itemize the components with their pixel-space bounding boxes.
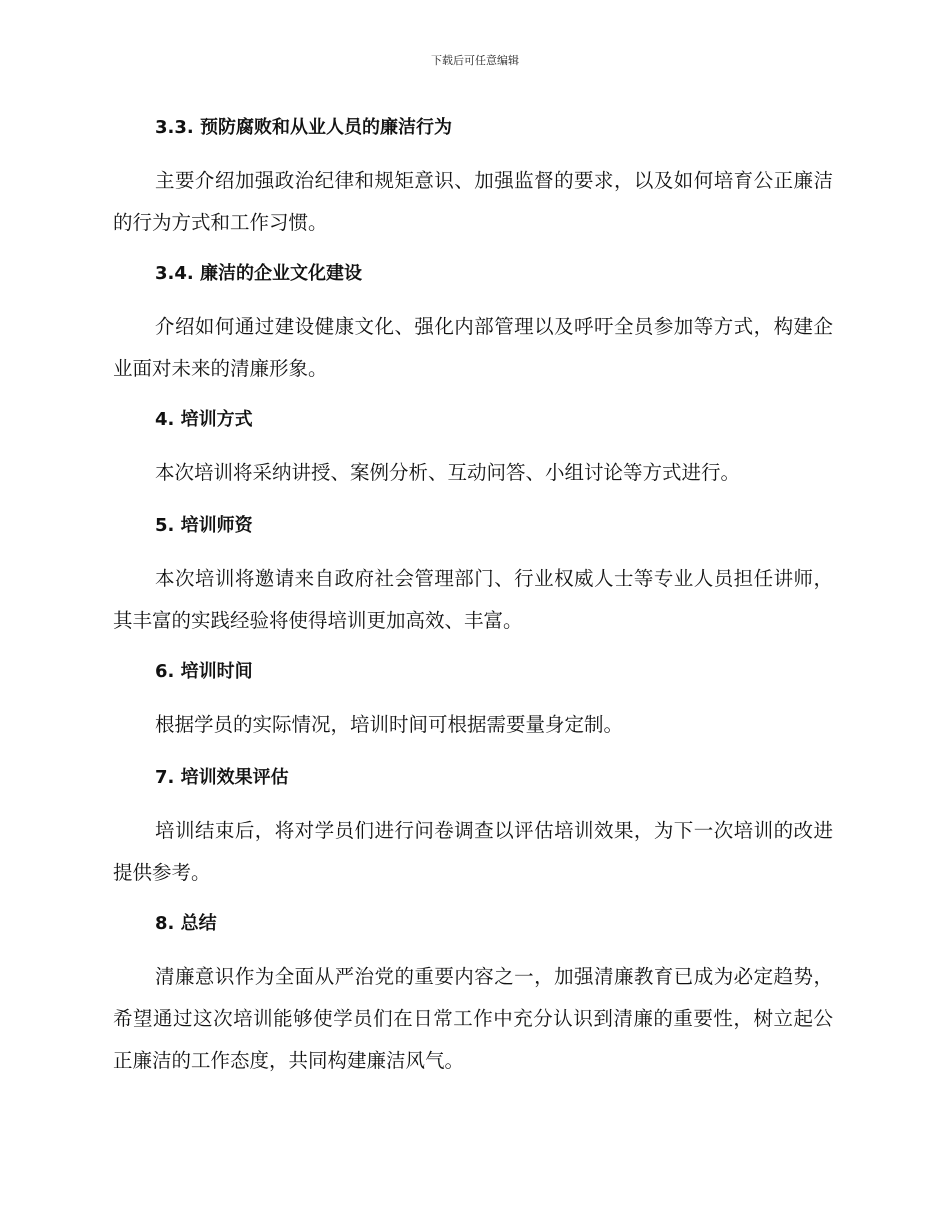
section-heading: 3.3. 预防腐败和从业人员的廉洁行为: [155, 117, 452, 138]
section-6: [113, 652, 833, 746]
page-header: 下载后可任意编辑: [431, 54, 519, 67]
section-3-4: [113, 254, 833, 390]
section-4: [113, 400, 833, 494]
section-heading: 7. 培训效果评估: [155, 767, 289, 788]
section-paragraph: 主要介绍加强政治纪律和规矩意识、加强监督的要求，以及如何培育公正廉洁的行为方式和工作习惯。: [113, 169, 833, 234]
document-body: [113, 108, 833, 1092]
section-heading: 6. 培训时间: [155, 661, 253, 682]
section-heading: 5. 培训师资: [155, 515, 253, 536]
section-paragraph: 清廉意识作为全面从严治党的重要内容之一，加强清廉教育已成为必定趋势，希望通过这次培训能够使学员们在日常工作中充分认识到清廉的重要性，树立起公正廉洁的工作态度，共同构建廉洁风气。: [113, 965, 833, 1072]
section-5: [113, 506, 833, 642]
section-paragraph: 本次培训将采纳讲授、案例分析、互动问答、小组讨论等方式进行。: [155, 461, 741, 484]
section-heading: 3.4. 廉洁的企业文化建设: [155, 263, 362, 284]
section-8: [113, 904, 833, 1082]
section-paragraph: 介绍如何通过建设健康文化、强化内部管理以及呼吁全员参加等方式，构建企业面对未来的清廉形象。: [113, 315, 833, 380]
section-3-3: [113, 108, 833, 244]
section-7: [113, 758, 833, 894]
section-heading: 8. 总结: [155, 913, 217, 934]
section-heading: 4. 培训方式: [155, 409, 253, 430]
section-paragraph: 培训结束后，将对学员们进行问卷调查以评估培训效果，为下一次培训的改进提供参考。: [113, 819, 833, 884]
section-paragraph: 本次培训将邀请来自政府社会管理部门、行业权威人士等专业人员担任讲师，其丰富的实践经验将使得培训更加高效、丰富。: [113, 567, 833, 632]
section-paragraph: 根据学员的实际情况，培训时间可根据需要量身定制。: [155, 713, 624, 736]
